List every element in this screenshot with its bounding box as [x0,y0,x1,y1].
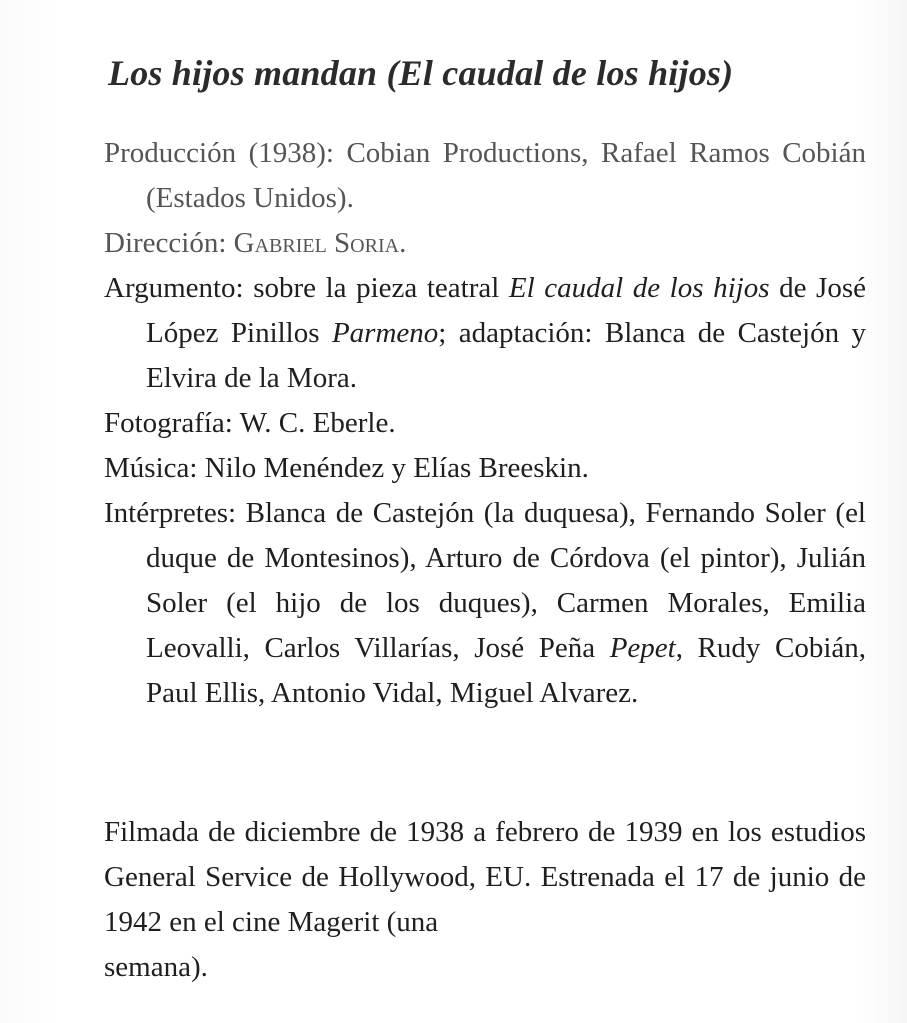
note-text: Filmada de diciembre de 1938 a febrero de 1939 en los estudios General Service de Hollywood, EU. Estrenada el 17 de junio de 1942 en el cine Magerit (una [104,816,866,938]
credit-value: W. C. Eberle. [239,407,396,439]
note-text-end: semana). [104,951,208,983]
credit-label: Dirección: [104,227,227,259]
credit-label: Intérpretes: [104,497,237,529]
play-title: El caudal de los hijos [508,272,770,304]
director-name: Gabriel Soria. [233,227,407,259]
credit-music [104,446,866,491]
author-pseudonym: Parmeno [331,317,439,349]
credit-cast [104,491,866,716]
credit-label: Producción (1938): [104,137,334,169]
credit-direction [104,221,866,266]
credit-text: ; adaptación: Blanca de Castejón y Elvira de la Mora. [146,317,867,394]
credit-label: Argumento: [104,272,244,304]
credit-text: de José López Pinillos [146,272,866,349]
credits-list [104,131,866,716]
credit-label: Música: [104,452,198,484]
credit-photography [104,401,866,446]
cast-list: Blanca de Castejón (la duquesa), Fernando Soler (el duque de Montesinos), Arturo de Córdova (el pintor), Julián Soler (el hijo de los duques), Carmen Morales, Emilia Leovalli, Carlos Villarías, José Peña [146,497,866,664]
actor-nickname: Pepet [609,632,676,664]
credit-value: Cobian Productions, Rafael Ramos Cobián (Estados Unidos). [146,137,866,214]
production-note [104,810,866,990]
credit-argument [104,266,866,401]
credit-production [104,131,866,221]
credit-label: Fotografía: [104,407,233,439]
cast-list: , Rudy Cobián, Paul Ellis, Antonio Vidal, Miguel Alvarez. [146,632,867,709]
credit-text: sobre la pieza teatral [253,272,500,304]
film-title: Los hijos mandan (El caudal de los hijos) [108,53,734,93]
credit-value: Nilo Menéndez y Elías Breeskin. [204,452,589,484]
